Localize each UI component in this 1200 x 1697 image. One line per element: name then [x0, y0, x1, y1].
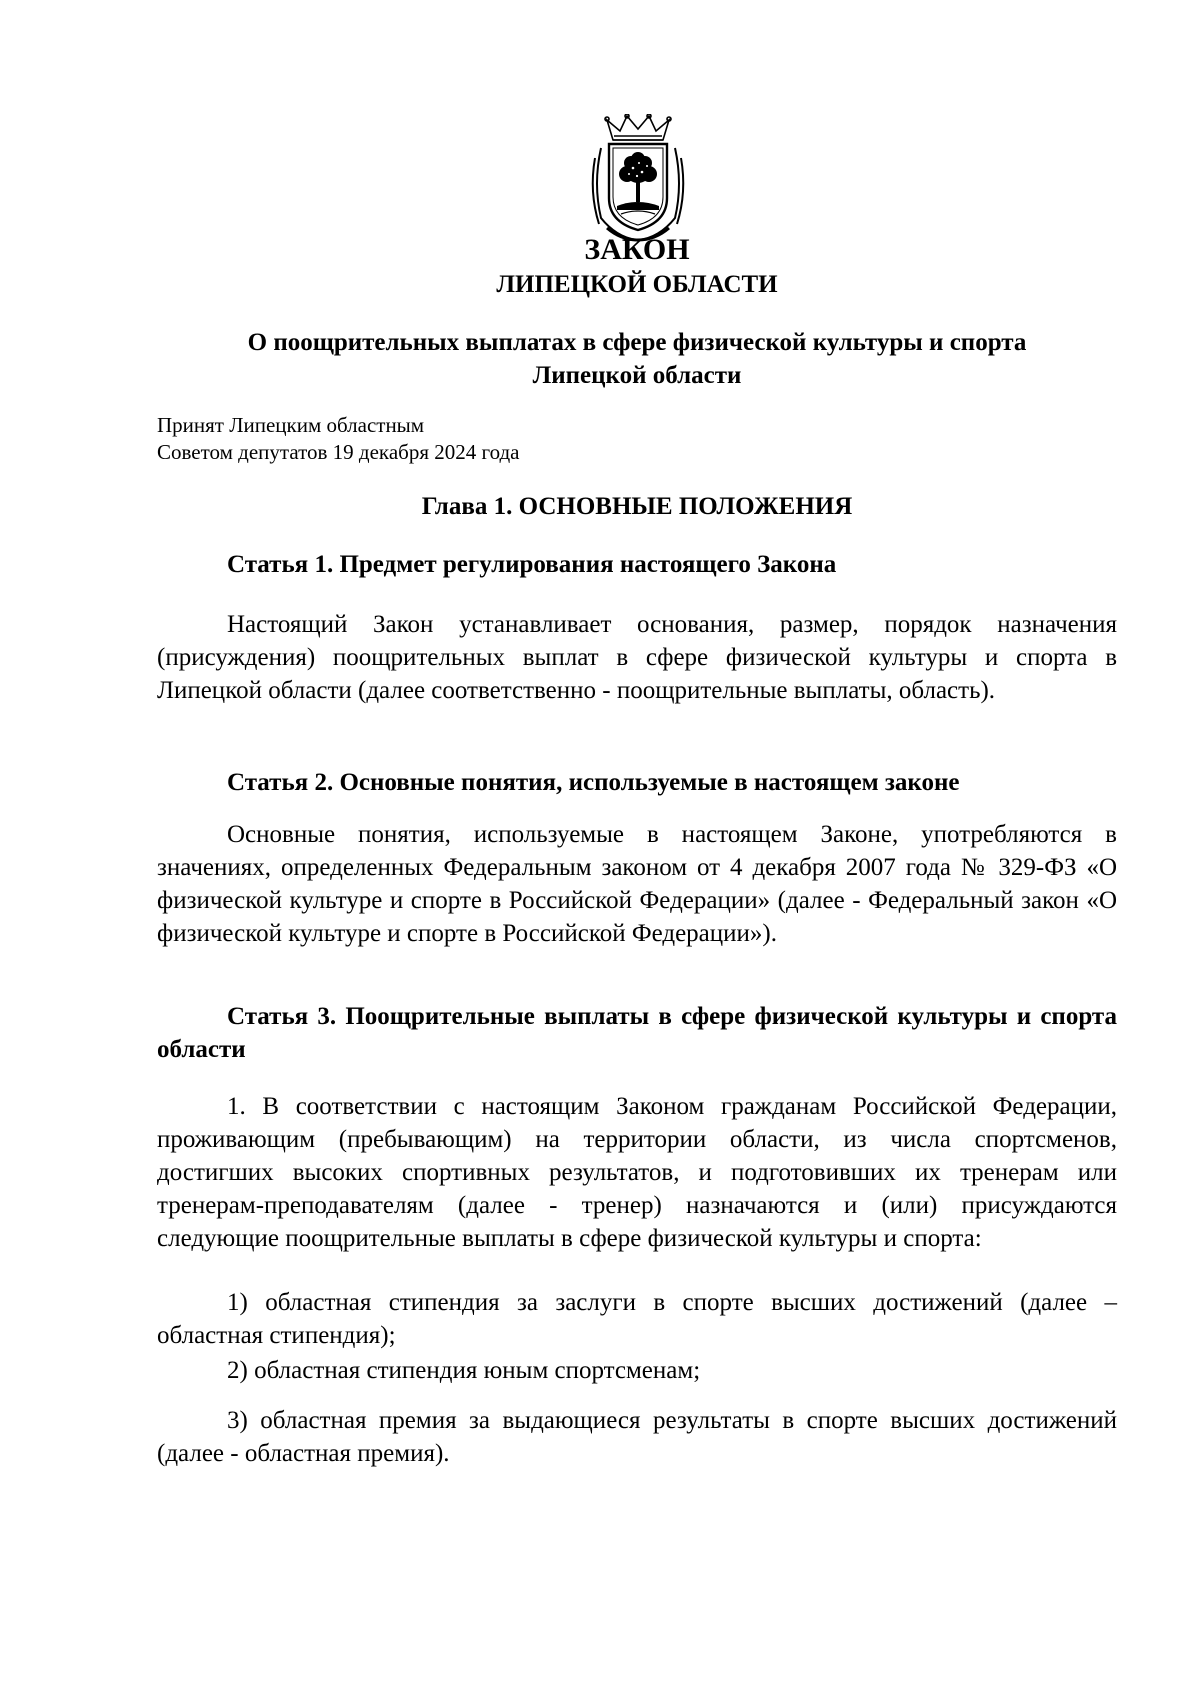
law-title	[157, 326, 1117, 392]
list-item: 3) областная премия за выдающиеся результаты в спорте высших достижений (далее - областная премия).	[157, 1407, 1117, 1467]
article-2-text: Основные понятия, используемые в настоящем Законе, употребляются в значениях, определенных Федеральным законом от 4 декабря 2007 года № 329-ФЗ «О физической культуре и спорте в Российской Федерации» (далее - Федеральный закон «О физической культуре и спорте в Российской Федерации»).	[157, 821, 1117, 947]
article-3-heading: Статья 3. Поощрительные выплаты в сфере физической культуры и спорта области	[157, 1003, 1117, 1063]
chapter-heading: Глава 1. ОСНОВНЫЕ ПОЛОЖЕНИЯ	[421, 493, 853, 520]
list-item: 2) областная стипендия юным спортсменам;	[227, 1357, 701, 1384]
adoption-line: Советом депутатов 19 декабря 2024 года	[157, 440, 520, 464]
coat-of-arms-icon	[587, 114, 689, 242]
list-item: 1) областная стипендия за заслуги в спорте высших достижений (далее – областная стипендия);	[157, 1289, 1117, 1349]
doc-type-title: ЗАКОН	[584, 233, 690, 266]
law-title-line: Липецкой области	[532, 362, 742, 389]
article-1-heading: Статья 1. Предмет регулирования настоящего Закона	[227, 551, 837, 578]
article-1-text: Настоящий Закон устанавливает основания, размер, порядок назначения (присуждения) поощрительных выплат в сфере физической культуры и спорта в Липецкой области (далее соответственно - поощрительные выплаты, область).	[157, 611, 1117, 704]
law-title-line: О поощрительных выплатах в сфере физической культуры и спорта	[247, 329, 1027, 356]
document-page	[157, 0, 1117, 1697]
region-title: ЛИПЕЦКОЙ ОБЛАСТИ	[496, 271, 778, 298]
article-2-heading: Статья 2. Основные понятия, используемые в настоящем законе	[227, 769, 960, 796]
adoption-note	[157, 412, 1117, 466]
adoption-line: Принят Липецким областным	[157, 413, 425, 437]
article-3-paragraph-1: 1. В соответствии с настоящим Законом гражданам Российской Федерации, проживающим (пребывающим) на территории области, из числа спортсменов, достигших высоких спортивных результатов, и подготовивших их тренерам или тренерам-преподавателям (далее - тренер) назначаются и (или) присуждаются следующие поощрительные выплаты в сфере физической культуры и спорта:	[157, 1093, 1117, 1252]
